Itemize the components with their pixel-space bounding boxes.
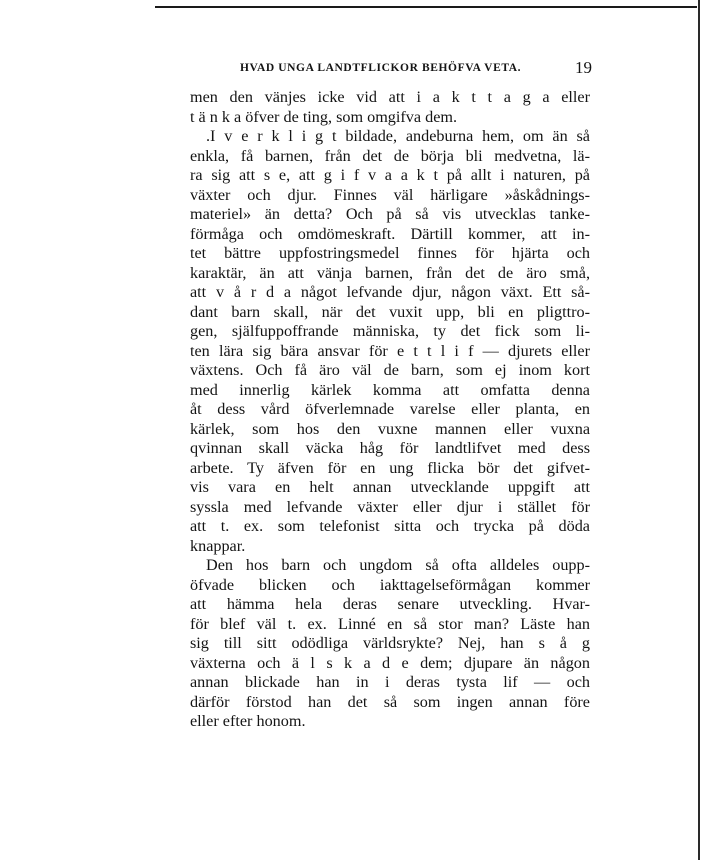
text-line: karaktär, än att vänja barnen, från det de äro små, <box>190 263 590 282</box>
body-text <box>190 88 590 732</box>
text-line: dant barn skall, när det vuxit upp, bli en pligttro- <box>190 302 590 321</box>
text-line: växter och djur. Finnes väl härligare »åskådnings- <box>190 185 590 204</box>
text-line: t ä n k a öfver de ting, som omgifva dem. <box>190 107 458 126</box>
text-line: vis vara en helt annan utvecklande uppgift att <box>190 478 590 496</box>
text-line: syssla med lefvande växter eller djur i stället för <box>190 497 590 516</box>
text-line: qvinnan skall väcka håg för landtlifvet med dess <box>190 439 590 457</box>
text-line: öfvade blicken och iakttagelseförmågan kommer <box>190 575 590 594</box>
page-number: 19 <box>575 58 592 77</box>
text-line: växtens. Och få äro väl de barn, som ej inom kort <box>190 361 590 379</box>
text-line: annan blickade han in i deras tysta lif — och <box>190 673 590 691</box>
text-line: gen, själfuppoffrande människa, ty det fick som li- <box>190 322 590 340</box>
text-line: att v å r d a något lefvande djur, någon växt. Ett så- <box>190 283 590 301</box>
text-line: enkla, få barnen, från det de börja bli medvetna, lä- <box>190 146 590 165</box>
text-line: att hämma hela deras senare utveckling. Hvar- <box>190 595 590 613</box>
text-line: sig till sitt odödliga världsrykte? Nej, han s å g <box>190 634 590 652</box>
text-line: växterna och ä l s k a d e dem; djupare än någon <box>190 653 590 672</box>
text-line: ra sig att s e, att g i f v a a k t på allt i naturen, på <box>190 166 590 184</box>
running-title: HVAD UNGA LANDTFLICKOR BEHÖFVA VETA. <box>240 62 522 74</box>
text-line: för blef väl t. ex. Linné en så stor man? Läste han <box>190 614 590 633</box>
text-line: kärlek, som hos den vuxne mannen eller vuxna <box>190 419 590 438</box>
text-line: ten lära sig bära ansvar för e t t l i f — djurets eller <box>190 341 590 360</box>
text-line: Den hos barn och ungdom så ofta alldeles oupp- <box>206 556 590 574</box>
text-line: arbete. Ty äfven för en ung flicka bör det gifvet- <box>190 458 590 477</box>
text-line: eller efter honom. <box>190 712 306 730</box>
running-head <box>190 58 592 80</box>
text-line: förmåga och omdömeskraft. Därtill kommer, att in- <box>190 224 590 243</box>
top-rule <box>155 6 697 8</box>
text-line: .I v e r k l i g t bildade, andeburna hem, om än så <box>206 127 590 145</box>
text-line: knappar. <box>190 536 246 555</box>
text-line: materiel» än detta? Och på så vis utvecklas tanke- <box>190 205 590 223</box>
page-edge-line <box>698 0 700 860</box>
text-line: men den vänjes icke vid att i a k t t a g a eller <box>190 88 590 106</box>
text-line: åt dess vård öfverlemnade varelse eller planta, en <box>190 400 590 418</box>
text-line: tet bättre uppfostringsmedel finnes för hjärta och <box>190 244 590 262</box>
text-line: att t. ex. som telefonist sitta och trycka på döda <box>190 517 590 535</box>
text-line: därför förstod han det så som ingen annan före <box>190 692 590 711</box>
text-line: med innerlig kärlek komma att omfatta denna <box>190 380 590 399</box>
